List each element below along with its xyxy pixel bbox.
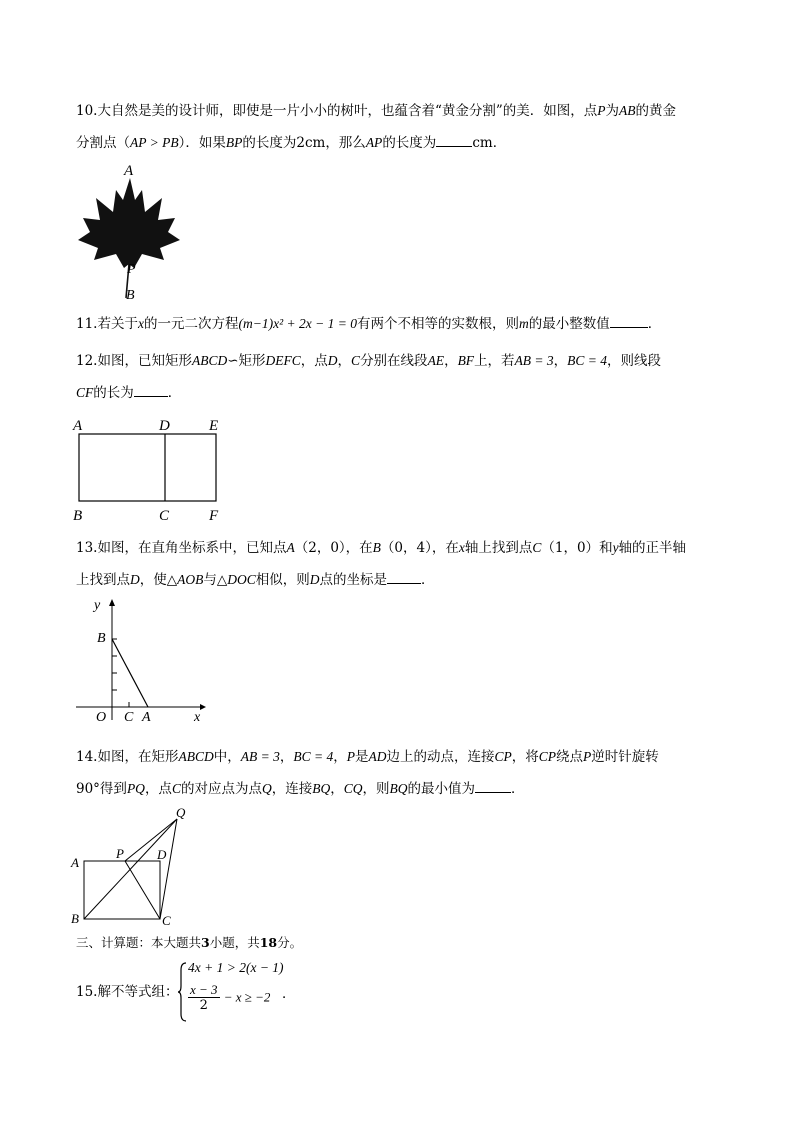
rotation-figure	[68, 804, 198, 928]
rectangle-figure	[70, 414, 230, 526]
q15-inequality-system: 4x + 1 > 2(x − 1) $\frac{x - 3}{2}$ − x ≥ −2 ．	[178, 960, 298, 1022]
label-b: B	[126, 288, 135, 302]
q13-line1: 13.如图，在直角坐标系中，已知点A（2，0），在B（0，4），在x轴上找到点C（1，0）和y轴的正半轴	[76, 540, 687, 556]
left-brace	[178, 962, 188, 1022]
coordinate-figure	[72, 594, 212, 726]
q11-line: 11.若关于x的一元二次方程(m−1)x² + 2x − 1 = 0有两个不相等的实数根，则m的最小整数值 ．	[76, 316, 662, 332]
q14-line1: 14.如图，在矩形ABCD中，AB = 3，BC = 4，P是AD边上的动点，连接CP，将CP绕点P逆时针旋转	[76, 749, 659, 765]
label-b: B	[73, 508, 83, 524]
label-d: D	[157, 847, 167, 862]
x-axis-arrow	[200, 704, 206, 710]
segment-ab	[112, 639, 148, 707]
label-p: P	[127, 262, 136, 277]
q12-line2: CF的长为 ．	[76, 385, 182, 401]
label-b: B	[71, 911, 79, 926]
answer-blank	[610, 314, 648, 328]
label-a: A	[142, 710, 151, 725]
label-x: x	[194, 710, 201, 725]
y-axis-arrow	[109, 599, 115, 606]
label-p: P	[116, 846, 124, 861]
inequality-1: 4x + 1 > 2(x − 1)	[188, 960, 284, 975]
segment-pq	[125, 819, 177, 861]
rectangle-abcd	[84, 861, 160, 919]
answer-blank	[475, 779, 511, 793]
label-d: D	[159, 418, 170, 434]
label-o: O	[96, 710, 107, 725]
q10-line1: 10.大自然是美的设计师，即使是一片小小的树叶，也蕴含着“黄金分割”的美．如图，点P为AB的黄金	[76, 103, 677, 119]
label-q: Q	[176, 805, 186, 820]
q12-line1: 12.如图，已知矩形ABCD∽矩形DEFC，点D，C分别在线段AE，BF上，若AB = 3，BC = 4，则线段	[76, 353, 662, 369]
label-c: C	[162, 913, 171, 928]
label-a: A	[71, 855, 79, 870]
label-b: B	[97, 631, 106, 646]
label-e: E	[209, 418, 219, 434]
label-y: y	[94, 598, 101, 613]
label-a: A	[124, 163, 134, 179]
label-a: A	[73, 418, 83, 434]
maple-leaf-shape	[78, 178, 180, 268]
maple-leaf-figure	[72, 160, 188, 302]
q14-line2: 90°得到PQ，点C的对应点为点Q，连接BQ，CQ，则BQ的最小值为 ．	[76, 781, 525, 797]
answer-blank	[387, 570, 421, 584]
answer-blank	[436, 133, 472, 147]
label-c: C	[124, 710, 134, 725]
label-c: C	[159, 508, 170, 524]
label-f: F	[209, 508, 219, 524]
section-3-heading: 三、计算题：本大题共3小题，共18分。	[76, 935, 303, 950]
inequality-2: $\frac{x - 3}{2}$ − x ≥ −2	[190, 982, 271, 1013]
answer-blank	[134, 383, 168, 397]
q15-label: 15.解不等式组：	[76, 984, 179, 1000]
q13-line2: 上找到点D，使△AOB与△DOC相似，则D点的坐标是 ．	[76, 572, 435, 588]
q10-line2: 分割点（AP > PB）．如果BP的长度为2cm，那么AP的长度为 cm．	[76, 135, 507, 151]
rectangle-abfe	[79, 434, 216, 501]
